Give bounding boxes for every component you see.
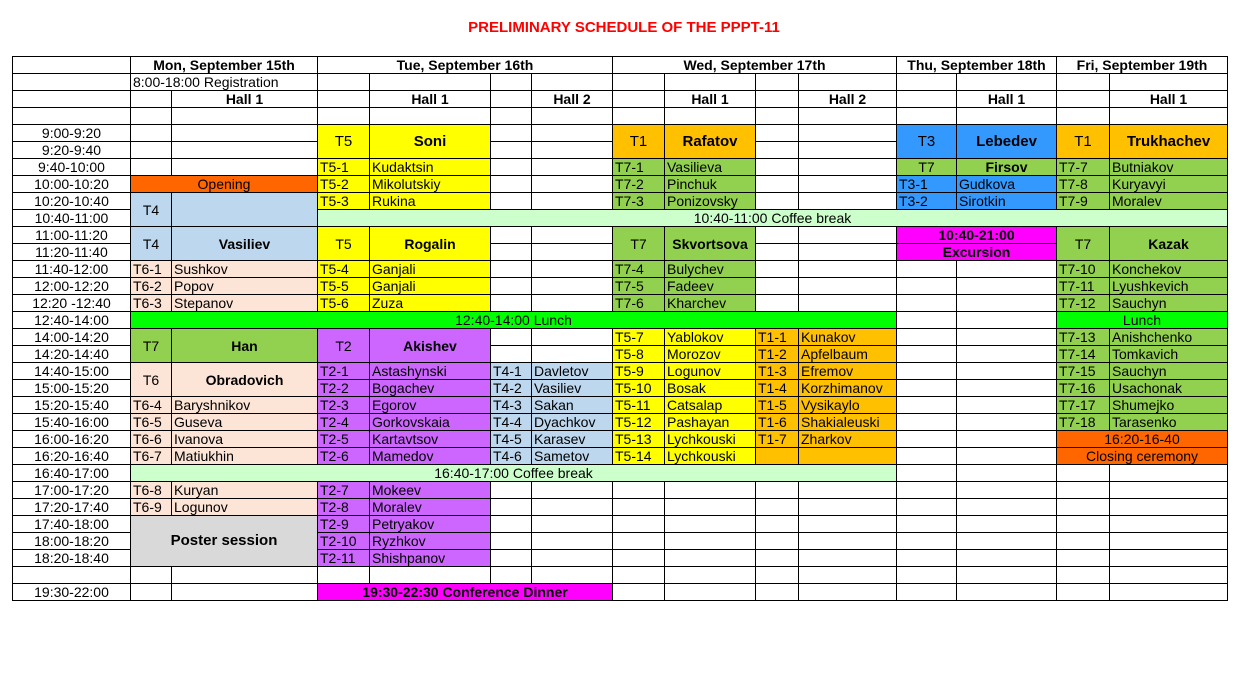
session-chair: Soni bbox=[370, 125, 491, 159]
talk-code: T2-4 bbox=[318, 414, 370, 431]
hall-label: Hall 1 bbox=[370, 91, 491, 108]
talk-code: T2-1 bbox=[318, 363, 370, 380]
session-code: T3 bbox=[897, 125, 957, 159]
session-code: T5 bbox=[318, 125, 370, 159]
time-cell: 9:20-9:40 bbox=[13, 142, 131, 159]
session-code: T7 bbox=[897, 159, 957, 176]
talk-code: T2-2 bbox=[318, 380, 370, 397]
talk-speaker: Tomkavich bbox=[1110, 346, 1228, 363]
talk-speaker: Butniakov bbox=[1110, 159, 1228, 176]
talk-code: T7-16 bbox=[1057, 380, 1110, 397]
talk-code: T2-6 bbox=[318, 448, 370, 465]
talk-speaker: Konchekov bbox=[1110, 261, 1228, 278]
talk-speaker: Bosak bbox=[665, 380, 756, 397]
talk-speaker: Sauchyn bbox=[1110, 363, 1228, 380]
talk-speaker: Egorov bbox=[370, 397, 491, 414]
talk-speaker: Karasev bbox=[532, 431, 613, 448]
talk-code: T5-3 bbox=[318, 193, 370, 210]
schedule-table bbox=[12, 56, 1228, 601]
talk-speaker: Bulychev bbox=[665, 261, 756, 278]
time-cell: 19:30-22:00 bbox=[13, 584, 131, 601]
talk-code: T5-13 bbox=[613, 431, 665, 448]
opening-cell: Opening bbox=[131, 176, 318, 193]
talk-speaker: Popov bbox=[172, 278, 318, 295]
talk-code: T6-6 bbox=[131, 431, 172, 448]
talk-speaker: Fadeev bbox=[665, 278, 756, 295]
hall-label: Hall 1 bbox=[172, 91, 318, 108]
talk-speaker: Rukina bbox=[370, 193, 491, 210]
time-cell: 15:40-16:00 bbox=[13, 414, 131, 431]
talk-speaker: Ganjali bbox=[370, 261, 491, 278]
talk-code: T5-9 bbox=[613, 363, 665, 380]
talk-speaker: Gudkova bbox=[957, 176, 1057, 193]
session-chair: Vasiliev bbox=[172, 227, 318, 261]
coffee-break: 16:40-17:00 Coffee break bbox=[131, 465, 897, 482]
talk-speaker: Lychkouski bbox=[665, 448, 756, 465]
time-cell: 10:00-10:20 bbox=[13, 176, 131, 193]
talk-speaker: Kharchev bbox=[665, 295, 756, 312]
time-cell: 11:40-12:00 bbox=[13, 261, 131, 278]
session-chair: Han bbox=[172, 329, 318, 363]
talk-code: T4-1 bbox=[491, 363, 532, 380]
time-cell: 10:40-11:00 bbox=[13, 210, 131, 227]
talk-speaker: Mokeev bbox=[370, 482, 491, 499]
talk-code: T5-4 bbox=[318, 261, 370, 278]
talk-code: T5-5 bbox=[318, 278, 370, 295]
session-code: T5 bbox=[318, 227, 370, 261]
talk-code: T7-14 bbox=[1057, 346, 1110, 363]
talk-speaker: Moralev bbox=[370, 499, 491, 516]
talk-code: T2-3 bbox=[318, 397, 370, 414]
talk-code: T2-9 bbox=[318, 516, 370, 533]
talk-code: T7-8 bbox=[1057, 176, 1110, 193]
talk-code: T6-4 bbox=[131, 397, 172, 414]
talk-code: T6-2 bbox=[131, 278, 172, 295]
excursion-label: Excursion bbox=[897, 244, 1057, 261]
talk-code: T4-6 bbox=[491, 448, 532, 465]
time-cell: 18:00-18:20 bbox=[13, 533, 131, 550]
talk-speaker: Vysikaylo bbox=[799, 397, 897, 414]
talk-speaker: Ryzhkov bbox=[370, 533, 491, 550]
time-cell: 14:40-15:00 bbox=[13, 363, 131, 380]
time-cell: 10:20-10:40 bbox=[13, 193, 131, 210]
talk-code: T7-15 bbox=[1057, 363, 1110, 380]
talk-speaker: Pashayan bbox=[665, 414, 756, 431]
talk-code: T7-11 bbox=[1057, 278, 1110, 295]
talk-code: T5-10 bbox=[613, 380, 665, 397]
time-cell: 16:40-17:00 bbox=[13, 465, 131, 482]
hall-label: Hall 2 bbox=[799, 91, 897, 108]
talk-code: T5-8 bbox=[613, 346, 665, 363]
day-header-fri: Fri, September 19th bbox=[1057, 57, 1228, 74]
talk-code: T7-4 bbox=[613, 261, 665, 278]
talk-code: T5-14 bbox=[613, 448, 665, 465]
talk-speaker: Dyachkov bbox=[532, 414, 613, 431]
talk-speaker: Sushkov bbox=[172, 261, 318, 278]
talk-code: T2-11 bbox=[318, 550, 370, 567]
hall-label: Hall 1 bbox=[1110, 91, 1228, 108]
session-chair: Lebedev bbox=[957, 125, 1057, 159]
talk-speaker: Usachonak bbox=[1110, 380, 1228, 397]
day-header-tue: Tue, September 16th bbox=[318, 57, 613, 74]
registration-note: 8:00-18:00 Registration bbox=[131, 74, 318, 91]
talk-code: T7-5 bbox=[613, 278, 665, 295]
talk-code: T7-6 bbox=[613, 295, 665, 312]
talk-code: T1-7 bbox=[756, 431, 799, 448]
talk-code: T7-3 bbox=[613, 193, 665, 210]
talk-speaker: Sametov bbox=[532, 448, 613, 465]
talk-code: T2-10 bbox=[318, 533, 370, 550]
talk-speaker: Davletov bbox=[532, 363, 613, 380]
talk-speaker: Tarasenko bbox=[1110, 414, 1228, 431]
talk-code: T6-8 bbox=[131, 482, 172, 499]
talk-speaker: Shakialeuski bbox=[799, 414, 897, 431]
talk-speaker: Petryakov bbox=[370, 516, 491, 533]
talk-code: T6-9 bbox=[131, 499, 172, 516]
talk-speaker: Stepanov bbox=[172, 295, 318, 312]
talk-code: T5-6 bbox=[318, 295, 370, 312]
session-chair: Kazak bbox=[1110, 227, 1228, 261]
talk-code: T2-5 bbox=[318, 431, 370, 448]
talk-code: T5-2 bbox=[318, 176, 370, 193]
talk-speaker: Morozov bbox=[665, 346, 756, 363]
time-cell: 9:00-9:20 bbox=[13, 125, 131, 142]
time-cell: 9:40-10:00 bbox=[13, 159, 131, 176]
talk-speaker: Gorkovskaia bbox=[370, 414, 491, 431]
talk-speaker: Vasilieva bbox=[665, 159, 756, 176]
time-cell: 15:20-15:40 bbox=[13, 397, 131, 414]
session-code: T7 bbox=[131, 329, 172, 363]
poster-session: Poster session bbox=[131, 516, 318, 567]
corner-cell bbox=[13, 57, 131, 74]
session-chair: Akishev bbox=[370, 329, 491, 363]
talk-speaker: Yablokov bbox=[665, 329, 756, 346]
excursion-time: 10:40-21:00 bbox=[897, 227, 1057, 244]
talk-speaker: Logunov bbox=[172, 499, 318, 516]
talk-code: T3-2 bbox=[897, 193, 957, 210]
hall-label: Hall 1 bbox=[665, 91, 756, 108]
time-cell: 18:20-18:40 bbox=[13, 550, 131, 567]
day-header-thu: Thu, September 18th bbox=[897, 57, 1057, 74]
day-header-wed: Wed, September 17th bbox=[613, 57, 897, 74]
session-chair: Firsov bbox=[957, 159, 1057, 176]
talk-speaker: Ivanova bbox=[172, 431, 318, 448]
time-cell: 14:00-14:20 bbox=[13, 329, 131, 346]
talk-code: T7-2 bbox=[613, 176, 665, 193]
talk-code: T7-10 bbox=[1057, 261, 1110, 278]
talk-code: T7-7 bbox=[1057, 159, 1110, 176]
talk-speaker: Kudaktsin bbox=[370, 159, 491, 176]
talk-speaker: Ponizovsky bbox=[665, 193, 756, 210]
time-cell: 12:00-12:20 bbox=[13, 278, 131, 295]
time-cell: 16:20-16:40 bbox=[13, 448, 131, 465]
session-chair: Trukhachev bbox=[1110, 125, 1228, 159]
session-chair: Obradovich bbox=[172, 363, 318, 397]
time-cell: 11:00-11:20 bbox=[13, 227, 131, 244]
talk-speaker: Baryshnikov bbox=[172, 397, 318, 414]
talk-code: T1-4 bbox=[756, 380, 799, 397]
lunch-break: 12:40-14:00 Lunch bbox=[131, 312, 897, 329]
time-cell: 12:40-14:00 bbox=[13, 312, 131, 329]
talk-speaker: Mikolutskiy bbox=[370, 176, 491, 193]
talk-code: T4-3 bbox=[491, 397, 532, 414]
talk-code: T5-12 bbox=[613, 414, 665, 431]
talk-code: T4-5 bbox=[491, 431, 532, 448]
hall-label: Hall 1 bbox=[957, 91, 1057, 108]
talk-code: T1-5 bbox=[756, 397, 799, 414]
talk-speaker: Apfelbaum bbox=[799, 346, 897, 363]
talk-speaker: Lychkouski bbox=[665, 431, 756, 448]
talk-code: T5-1 bbox=[318, 159, 370, 176]
closing-label: Closing ceremony bbox=[1057, 448, 1228, 465]
talk-code: T7-17 bbox=[1057, 397, 1110, 414]
session-chair: Rafatov bbox=[665, 125, 756, 159]
talk-code: T6-3 bbox=[131, 295, 172, 312]
talk-speaker: Zuza bbox=[370, 295, 491, 312]
talk-speaker: Bogachev bbox=[370, 380, 491, 397]
session-code: T1 bbox=[1057, 125, 1110, 159]
talk-code: T4-2 bbox=[491, 380, 532, 397]
talk-speaker: Matiukhin bbox=[172, 448, 318, 465]
time-cell: 17:00-17:20 bbox=[13, 482, 131, 499]
talk-speaker: Korzhimanov bbox=[799, 380, 897, 397]
talk-speaker: Catsalap bbox=[665, 397, 756, 414]
talk-speaker: Moralev bbox=[1110, 193, 1228, 210]
talk-speaker: Vasiliev bbox=[532, 380, 613, 397]
session-chair: Skvortsova bbox=[665, 227, 756, 261]
time-cell: 14:20-14:40 bbox=[13, 346, 131, 363]
time-cell: 15:00-15:20 bbox=[13, 380, 131, 397]
session-code: T2 bbox=[318, 329, 370, 363]
talk-speaker: Shumejko bbox=[1110, 397, 1228, 414]
talk-speaker: Guseva bbox=[172, 414, 318, 431]
conference-dinner: 19:30-22:30 Conference Dinner bbox=[318, 584, 613, 601]
talk-code: T2-7 bbox=[318, 482, 370, 499]
talk-code: T6-1 bbox=[131, 261, 172, 278]
talk-code: T3-1 bbox=[897, 176, 957, 193]
talk-speaker: Logunov bbox=[665, 363, 756, 380]
time-cell: 17:40-18:00 bbox=[13, 516, 131, 533]
session-code: T4 bbox=[131, 193, 172, 227]
talk-speaker: Kuryavyi bbox=[1110, 176, 1228, 193]
talk-speaker: Ganjali bbox=[370, 278, 491, 295]
talk-code: T6-7 bbox=[131, 448, 172, 465]
session-code: T1 bbox=[613, 125, 665, 159]
talk-speaker: Kartavtsov bbox=[370, 431, 491, 448]
talk-speaker: Sauchyn bbox=[1110, 295, 1228, 312]
talk-speaker: Sakan bbox=[532, 397, 613, 414]
talk-code: T5-7 bbox=[613, 329, 665, 346]
time-cell: 17:20-17:40 bbox=[13, 499, 131, 516]
talk-code: T6-5 bbox=[131, 414, 172, 431]
talk-code: T1-6 bbox=[756, 414, 799, 431]
talk-speaker: Mamedov bbox=[370, 448, 491, 465]
talk-code: T5-11 bbox=[613, 397, 665, 414]
talk-code: T1-3 bbox=[756, 363, 799, 380]
talk-speaker: Astashynski bbox=[370, 363, 491, 380]
talk-speaker: Zharkov bbox=[799, 431, 897, 448]
lunch-break-fri: Lunch bbox=[1057, 312, 1228, 329]
time-cell: 12:20 -12:40 bbox=[13, 295, 131, 312]
talk-code: T4-4 bbox=[491, 414, 532, 431]
talk-speaker: Pinchuk bbox=[665, 176, 756, 193]
session-chair: Rogalin bbox=[370, 227, 491, 261]
session-code: T6 bbox=[131, 363, 172, 397]
talk-code: T1-1 bbox=[756, 329, 799, 346]
talk-code: T2-8 bbox=[318, 499, 370, 516]
talk-code: T7-13 bbox=[1057, 329, 1110, 346]
time-cell: 11:20-11:40 bbox=[13, 244, 131, 261]
coffee-break: 10:40-11:00 Coffee break bbox=[318, 210, 1228, 227]
talk-speaker: Lyushkevich bbox=[1110, 278, 1228, 295]
talk-speaker: Anishchenko bbox=[1110, 329, 1228, 346]
session-code: T7 bbox=[613, 227, 665, 261]
talk-code: T7-18 bbox=[1057, 414, 1110, 431]
time-cell: 16:00-16:20 bbox=[13, 431, 131, 448]
talk-code: T1-2 bbox=[756, 346, 799, 363]
hall-label: Hall 2 bbox=[532, 91, 613, 108]
talk-speaker: Efremov bbox=[799, 363, 897, 380]
day-header-mon: Mon, September 15th bbox=[131, 57, 318, 74]
talk-code: T7-9 bbox=[1057, 193, 1110, 210]
talk-speaker: Kunakov bbox=[799, 329, 897, 346]
talk-speaker: Kuryan bbox=[172, 482, 318, 499]
talk-speaker: Sirotkin bbox=[957, 193, 1057, 210]
closing-time: 16:20-16-40 bbox=[1057, 431, 1228, 448]
page-title: PRELIMINARY SCHEDULE OF THE PPPT-11 bbox=[468, 19, 780, 36]
talk-code: T7-1 bbox=[613, 159, 665, 176]
talk-code: T7-12 bbox=[1057, 295, 1110, 312]
talk-speaker: Shishpanov bbox=[370, 550, 491, 567]
session-code: T4 bbox=[131, 227, 172, 261]
session-code: T7 bbox=[1057, 227, 1110, 261]
